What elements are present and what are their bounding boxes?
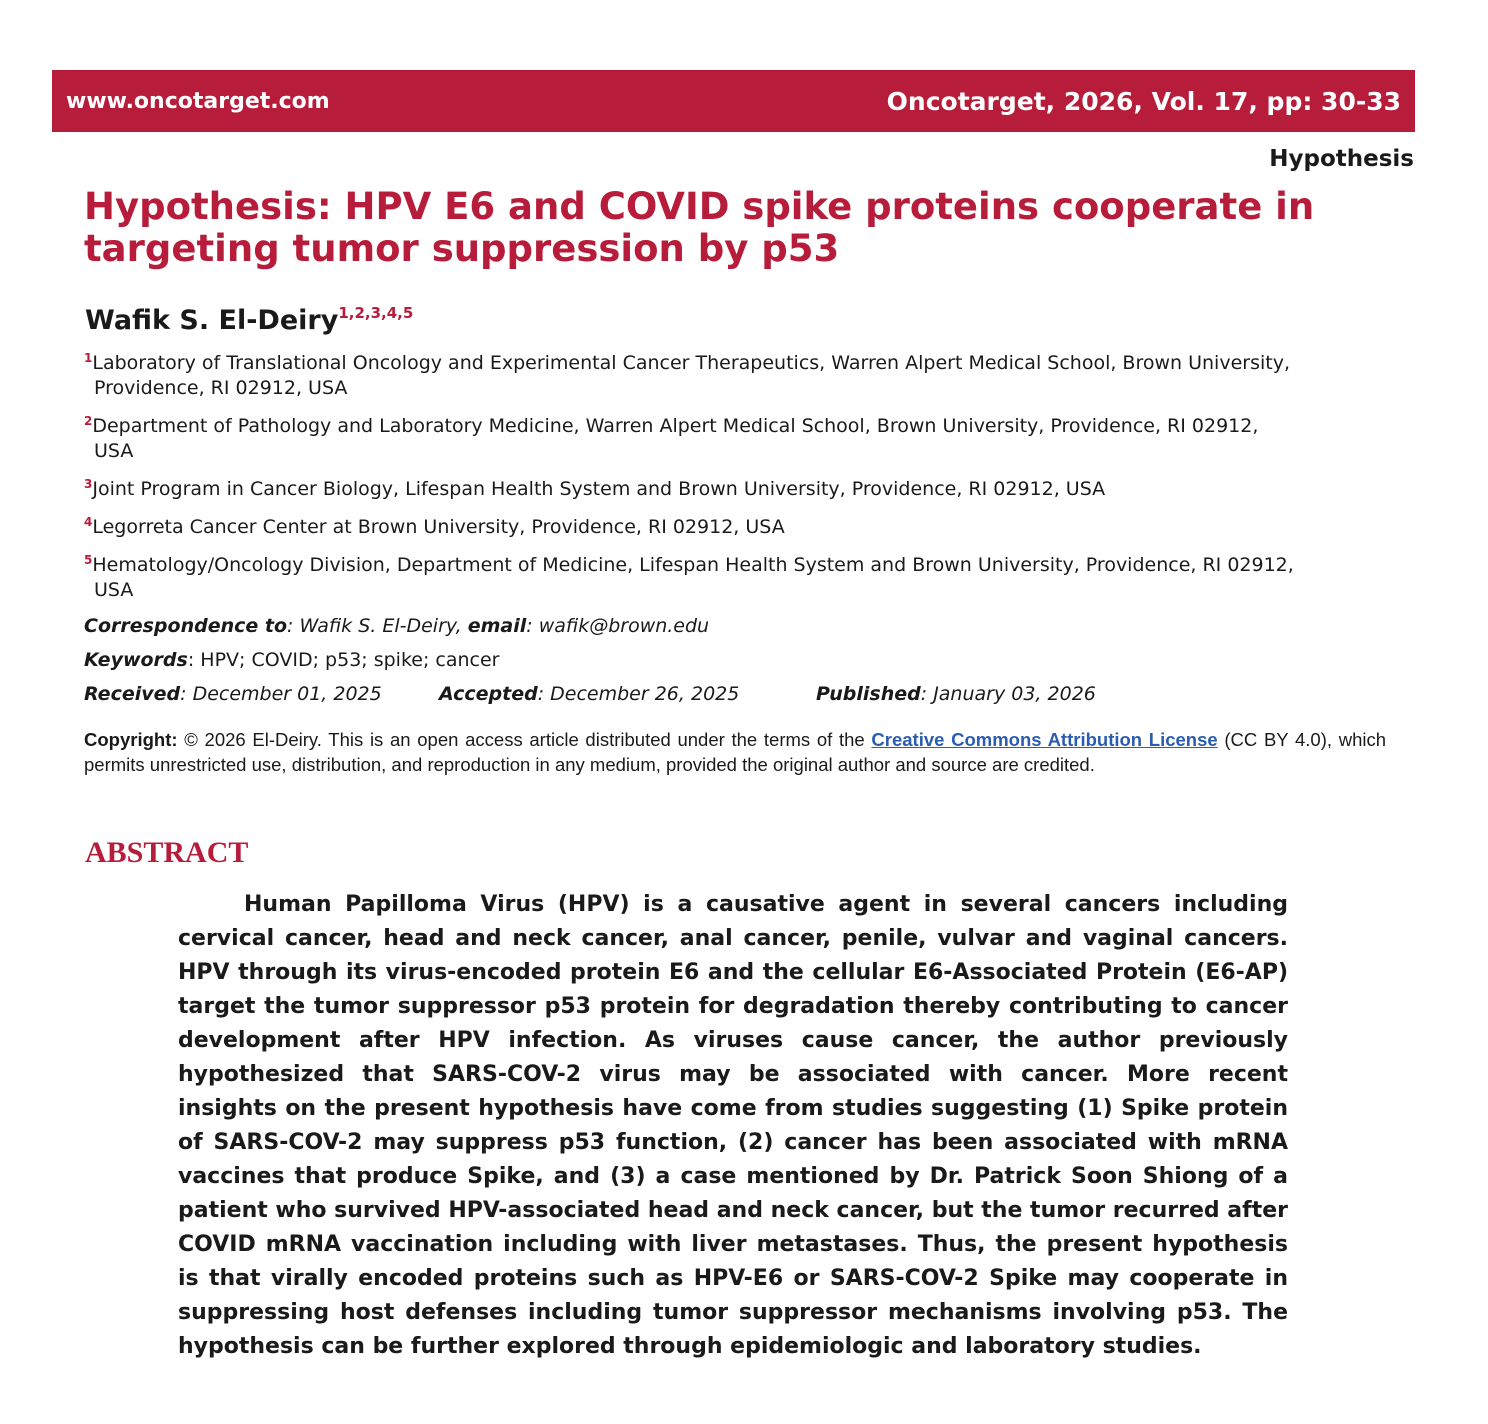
affiliation-text-continued: USA [94,440,134,462]
keywords-value: HPV; COVID; p53; spike; cancer [200,649,500,671]
journal-header-bar [52,70,1415,132]
abstract-body: Human Papilloma Virus (HPV) is a causative agent in several cancers including cervical cancer, head and neck cancer, anal cancer, penile, vulvar and vaginal cancers. HPV through its virus-encoded protein E6 and the cellular E6-Associated Protein (E6-AP) target the tumor suppressor p53 protein for degradation thereby contributing to cancer development after HPV infection. As viruses cause cancer, the author previously hypothesized that SARS-COV-2 virus may be associated with cancer. More recent insights on the present hypothesis have come from studies suggesting (1) Spike protein of SARS-COV-2 may suppress p53 function, (2) cancer has been associated with mRNA vaccines that produce Spike, and (3) a case mentioned by Dr. Patrick Soon Shiong of a patient who survived HPV-associated head and neck cancer, but the tumor recurred after COVID mRNA vaccination including with liver metastases. Thus, the present hypothesis is that virally encoded proteins such as HPV-E6 or SARS-COV-2 Spike may cooperate in suppressing host defenses including tumor suppressor mechanisms involving p53. The hypothesis can be further explored through epidemiologic and laboratory studies. [178,892,1288,1359]
accepted-date: December 26, 2025 [550,683,740,705]
affiliation-text: Hematology/Oncology Division, Department of Medicine, Lifespan Health System and Brown University, Providence, RI 02912, [92,554,1294,576]
affiliation-text-continued: USA [94,579,134,601]
published-date: January 03, 2026 [933,683,1096,705]
affiliation-number: 1 [84,351,93,365]
dates-line: Received: December 01, 2025 Accepted: December 26, 2025 Published: January 03, 2026 [84,683,1096,705]
correspondence-name: Wafik S. El-Deiry, [299,615,462,637]
article-type-label: Hypothesis [1269,146,1414,172]
affiliation-text: Joint Program in Cancer Biology, Lifespan Health System and Brown University, Providence, RI 02912, USA [92,478,1106,500]
journal-citation: Oncotarget, 2026, Vol. 17, pp: 30-33 [886,86,1401,116]
affiliation-4 [84,510,1394,540]
affiliation-5 [84,548,1394,603]
affiliation-number: 5 [84,553,93,567]
keywords-label: Keywords [84,649,188,671]
correspondence-email[interactable]: wafik@brown.edu [538,615,710,637]
affiliation-number: 4 [84,515,93,529]
affiliation-2 [84,409,1394,464]
email-label: email [467,615,527,637]
affiliation-number: 2 [84,414,93,428]
journal-website[interactable]: www.oncotarget.com [66,88,330,114]
author-name: Wafik S. El-Deiry [85,305,339,336]
accepted-label: Accepted [439,683,538,705]
affiliation-1 [84,346,1394,401]
affiliation-text-continued: Providence, RI 02912, USA [94,377,348,399]
cc-license-link[interactable]: Creative Commons Attribution License [871,729,1218,750]
correspondence-label: Correspondence to [84,615,288,637]
received-label: Received [84,683,181,705]
affiliation-number: 3 [84,477,93,491]
abstract-heading: ABSTRACT [85,836,249,869]
affiliation-text: Legorreta Cancer Center at Brown University, Providence, RI 02912, USA [92,516,785,538]
published-label: Published [816,683,921,705]
affiliation-3 [84,472,1394,502]
author-line [85,304,413,336]
correspondence-line: Correspondence to: Wafik S. El-Deiry, email: wafik@brown.edu [84,615,710,637]
keywords-line: Keywords: HPV; COVID; p53; spike; cancer [84,649,500,671]
copyright-label: Copyright: [84,729,178,750]
received-date: December 01, 2025 [192,683,382,705]
affiliation-text: Laboratory of Translational Oncology and Experimental Cancer Therapeutics, Warren Alpert Medical School, Brown University, [92,352,1290,374]
article-title: Hypothesis: HPV E6 and COVID spike proteins cooperate in targeting tumor suppression by p53 [84,185,1315,270]
copyright-text: © 2026 El-Deiry. This is an open access article distributed under the terms of the [184,729,865,750]
author-affiliation-marks: 1,2,3,4,5 [338,304,414,322]
copyright-text-continued: (CC BY 4.0), which permits unrestricted use, distribution, and reproduction in any medium, provided the original author and source are credited. [84,729,1387,775]
copyright-notice [84,727,1386,777]
affiliation-text: Department of Pathology and Laboratory Medicine, Warren Alpert Medical School, Brown University, Providence, RI 02912, [92,415,1259,437]
